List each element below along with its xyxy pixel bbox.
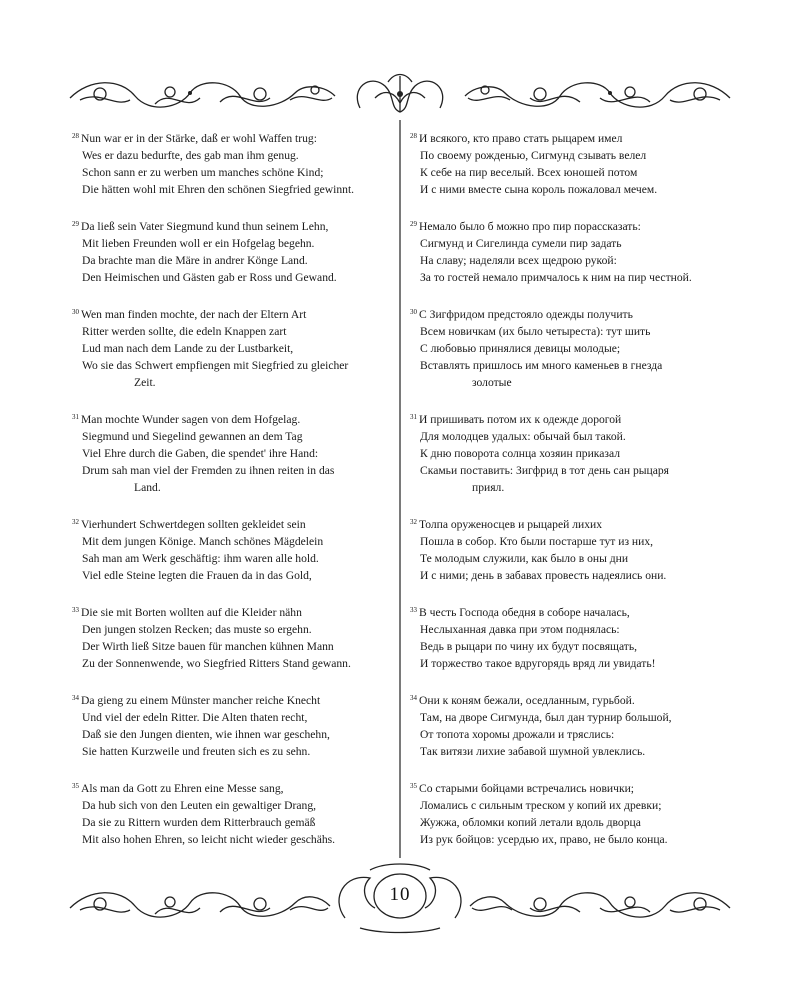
verse-text: Те молодым служили, как было в оны дни [420,552,629,565]
verse-line [72,743,390,760]
verse-line [72,533,390,550]
verse-text: К себе на пир веселый. Всех юношей потом [420,166,638,179]
stanza [72,304,390,391]
verse-line [72,797,390,814]
verse-text: К дню поворота солнца хозяин приказал [420,447,621,460]
verse-line [410,621,730,638]
stanza [410,778,730,848]
verse-line [410,252,730,269]
verse-line [410,269,730,286]
verse-text: Nun war er in der Stärke, daß er wohl Waffen trug: [81,132,317,145]
verse-text: Mit lieben Freunden woll er ein Hofgelag begehn. [82,237,315,250]
verse-text: Land. [134,481,161,494]
verse-line [410,550,730,567]
russian-column [410,128,730,866]
verse-text: Mit also hohen Ehren, so leicht nicht wieder geschähs. [82,833,336,846]
verse-text: Там, на дворе Сигмунда, был дан турнир большой, [420,711,672,724]
verse-text: Ritter werden sollte, die edeln Knappen zart [82,325,287,338]
stanza [72,690,390,760]
verse-text: Wen man finden mochte, der nach der Eltern Art [81,308,307,321]
verse-text: И торжество такое вдругорядь вряд ли увидать! [420,657,656,670]
verse-line [410,514,730,533]
verse-text: золотые [472,376,512,389]
verse-line [410,533,730,550]
verse-line [72,409,390,428]
verse-text: Sah man am Werk geschäftig: ihm waren alle hold. [82,552,319,565]
verse-line [410,814,730,831]
verse-text: Viel Ehre durch die Gaben, die spendet' ihre Hand: [82,447,319,460]
verse-text: С любовью принялися девицы молодые; [420,342,621,355]
stanza [72,216,390,286]
verse-text: Со старыми бойцами встречались новички; [419,782,635,795]
verse-line [72,778,390,797]
stanza-number: 30 [72,308,79,316]
verse-text: Пошла в собор. Кто были постарше тут из них, [420,535,654,548]
stanza [72,128,390,198]
verse-line [410,726,730,743]
verse-line [410,743,730,760]
stanza-number: 31 [72,413,79,421]
verse-text: От топота хоромы дрожали и тряслись: [420,728,615,741]
verse-text: Den jungen stolzen Recken; das muste so ergehn. [82,623,312,636]
verse-text: Вставлять пришлось им много каменьев в гнезда [420,359,663,372]
stanza-number: 29 [72,220,79,228]
verse-text: Немало было б можно про пир порассказать: [419,220,641,233]
verse-line [72,216,390,235]
verse-line [410,181,730,198]
verse-line [72,340,390,357]
verse-text: Da ließ sein Vater Siegmund kund thun seinem Lehn, [81,220,329,233]
verse-line [72,479,390,496]
stanza [410,602,730,672]
verse-line [72,164,390,181]
verse-line [410,445,730,462]
verse-line [410,602,730,621]
verse-line [410,216,730,235]
verse-text: На славу; наделяли всех щедрою рукой: [420,254,617,267]
verse-line [72,374,390,391]
verse-text: В честь Господа обедня в соборе началась, [419,606,630,619]
verse-line [410,462,730,479]
verse-text: Неслыханная давка при этом поднялась: [420,623,620,636]
verse-line [72,638,390,655]
verse-line [72,514,390,533]
page-number: 10 [389,884,411,905]
verse-text: Из рук бойцов: усердью их, право, не было конца. [420,833,668,846]
verse-line [72,602,390,621]
stanza-number: 34 [72,694,79,702]
verse-line [410,128,730,147]
verse-line [410,797,730,814]
verse-text: И пришивать потом их к одежде дорогой [419,413,622,426]
verse-line [72,357,390,374]
verse-text: За то гостей немало примчалось к ним на пир честной. [420,271,692,284]
stanza [410,304,730,391]
verse-text: Drum sah man viel der Fremden zu ihnen reiten in das [82,464,335,477]
stanza-number: 31 [410,413,417,421]
verse-text: Так витязи лихие забавой шумной увлеклись. [420,745,646,758]
verse-line [410,655,730,672]
verse-line [410,709,730,726]
verse-text: Sie hatten Kurzweile und freuten sich es zu sehn. [82,745,311,758]
verse-text: Mit dem jungen Könige. Manch schönes Mägdelein [82,535,324,548]
verse-line [72,181,390,198]
verse-line [410,304,730,323]
verse-text: Und viel der edeln Ritter. Die Alten thaten recht, [82,711,308,724]
stanza-number: 28 [72,132,79,140]
stanza [72,514,390,584]
stanza-number: 33 [72,606,79,614]
stanza [410,409,730,496]
verse-text: Schon sann er zu werben um manches schöne Kind; [82,166,324,179]
verse-line [410,374,730,391]
column-divider [399,120,401,858]
verse-line [72,252,390,269]
stanza [72,778,390,848]
stanza-number: 32 [410,518,417,526]
verse-text: Man mochte Wunder sagen von dem Hofgelag. [81,413,301,426]
verse-line [72,128,390,147]
verse-line [410,235,730,252]
verse-text: Скамьи поставить: Зигфрид в тот день сан рыцаря [420,464,670,477]
verse-line [72,621,390,638]
verse-text: Da gieng zu einem Münster mancher reiche Knecht [81,694,321,707]
verse-line [72,147,390,164]
verse-text: Lud man nach dem Lande zu der Lustbarkeit, [82,342,294,355]
verse-line [72,690,390,709]
verse-text: С Зигфридом предстояло одежды получить [419,308,633,321]
verse-text: Da hub sich von den Leuten ein gewaltiger Drang, [82,799,317,812]
verse-text: Die hätten wohl mit Ehren den schönen Siegfried gewinnt. [82,183,355,196]
verse-line [410,357,730,374]
verse-text: И с ними; день в забавах провесть надеялись они. [420,569,667,582]
verse-line [410,778,730,797]
stanza-number: 35 [410,782,417,790]
verse-line [72,323,390,340]
stanza-number: 30 [410,308,417,316]
verse-text: Ломались с сильным треском у копий их древки; [420,799,662,812]
verse-line [410,409,730,428]
verse-text: Daß sie den Jungen dienten, wie ihnen war geschehn, [82,728,330,741]
verse-line [410,428,730,445]
stanza [410,690,730,760]
verse-text: Viel edle Steine legten die Frauen da in das Gold, [82,569,312,582]
verse-text: Они к коням бежали, оседланным, гурьбой. [419,694,635,707]
verse-text: И с ними вместе сына король пожаловал мечем. [420,183,658,196]
verse-text: Die sie mit Borten wollten auf die Kleider nähn [81,606,302,619]
verse-text: Толпа оруженосцев и рыцарей лихих [419,518,603,531]
verse-text: Сигмунд и Сигелинда сумели пир задать [420,237,622,250]
verse-line [72,445,390,462]
verse-line [72,428,390,445]
stanza-number: 28 [410,132,417,140]
verse-text: Zu der Sonnenwende, wo Siegfried Ritters Stand gewann. [82,657,351,670]
verse-line [72,726,390,743]
stanza-number: 29 [410,220,417,228]
stanza-number: 33 [410,606,417,614]
verse-line [72,567,390,584]
top-ornament [60,68,740,118]
verse-line [410,831,730,848]
verse-text: И всякого, кто право стать рыцарем имел [419,132,623,145]
verse-line [410,638,730,655]
german-column [72,128,390,866]
stanza [72,602,390,672]
verse-text: Vierhundert Schwertdegen sollten gekleidet sein [81,518,306,531]
verse-line [72,550,390,567]
verse-line [72,814,390,831]
verse-text: Wes er dazu bedurfte, des gab man ihm genug. [82,149,299,162]
verse-text: Als man da Gott zu Ehren eine Messe sang, [81,782,284,795]
verse-line [410,323,730,340]
verse-text: Da brachte man die Märe in andrer Könge Land. [82,254,308,267]
verse-text: приял. [472,481,505,494]
stanza-number: 32 [72,518,79,526]
verse-line [410,340,730,357]
verse-line [72,304,390,323]
verse-text: Da sie zu Rittern wurden dem Ritterbrauch gemäß [82,816,316,829]
stanza [410,514,730,584]
verse-text: Der Wirth ließ Sitze bauen für manchen kühnen Mann [82,640,334,653]
verse-line [72,235,390,252]
stanza-number: 34 [410,694,417,702]
verse-text: По своему рожденью, Сигмунд сзывать велел [420,149,647,162]
verse-text: Всем новичкам (их было четыреста): тут шить [420,325,651,338]
verse-line [72,462,390,479]
stanza-number: 35 [72,782,79,790]
verse-line [410,147,730,164]
verse-text: Жужжа, обломки копий летали вдоль дворца [420,816,641,829]
verse-line [410,567,730,584]
verse-line [72,831,390,848]
stanza [410,216,730,286]
verse-text: Den Heimischen und Gästen gab er Ross und Gewand. [82,271,337,284]
verse-text: Для молодцев удалых: обычай был такой. [420,430,626,443]
verse-text: Zeit. [134,376,156,389]
verse-text: Wo sie das Schwert empfiengen mit Siegfried zu gleicher [82,359,349,372]
verse-text: Ведь в рыцари по чину их будут посвящать, [420,640,638,653]
verse-line [72,655,390,672]
stanza [72,409,390,496]
verse-line [410,690,730,709]
verse-line [410,164,730,181]
verse-line [410,479,730,496]
verse-line [72,709,390,726]
verse-line [72,269,390,286]
verse-text: Siegmund und Siegelind gewannen an dem Tag [82,430,303,443]
stanza [410,128,730,198]
